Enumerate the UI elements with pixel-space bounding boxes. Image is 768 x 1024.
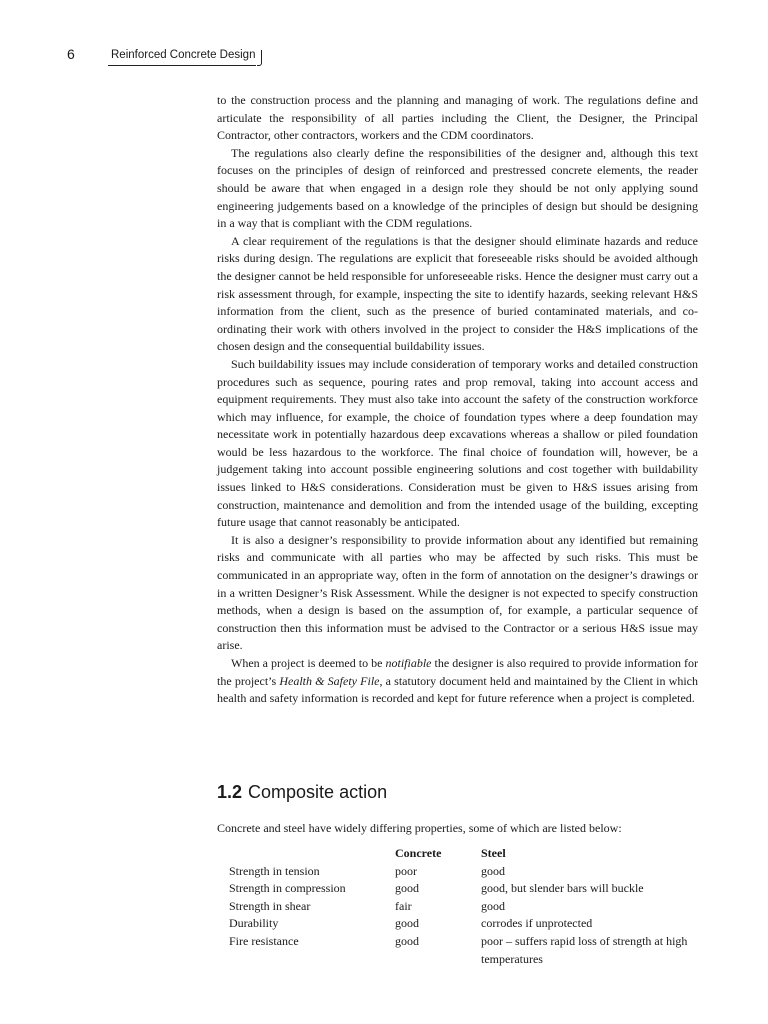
page-number: 6: [67, 46, 75, 62]
table-cell-property: Strength in shear: [229, 898, 311, 913]
section-title: Composite action: [248, 782, 388, 802]
properties-table: [229, 845, 701, 968]
table-row: [229, 863, 701, 881]
body-text: [217, 92, 698, 708]
table-cell-property: Durability: [229, 916, 279, 931]
table-row: [229, 880, 701, 898]
table-cell-concrete: good: [395, 933, 419, 948]
page-header: [0, 46, 768, 72]
section-heading: [217, 782, 387, 803]
table-row: [229, 915, 701, 933]
table-cell-property: Fire resistance: [229, 933, 299, 948]
section-number: 1.2: [217, 782, 243, 802]
table-header-property: [229, 845, 395, 863]
table-cell-property: Strength in compression: [229, 881, 346, 896]
paragraph: The regulations also clearly define the responsibilities of the designer and, although this text focuses on the principles of design of reinforced and prestressed concrete elements, the reader should be aware that when engaged in a design role they should be not only applying sound engineering judgements based on a knowledge of the principles of design but should be designing in a way that is compliant with the CDM regulations.: [217, 145, 698, 231]
table-cell-concrete: fair: [395, 898, 412, 913]
header-rule-hook: [257, 50, 262, 66]
section-intro: Concrete and steel have widely differing properties, some of which are listed below:: [217, 821, 622, 835]
notifiable-term: notifiable: [385, 656, 432, 670]
paragraph-notifiable: When a project is deemed to be notifiable the designer is also required to provide information for the project’s Health & Safety File, a statutory document held and maintained by the Client in which health and safety information is recorded and kept for future reference when a project is completed.: [217, 656, 699, 706]
table-cell-steel: good: [481, 863, 505, 878]
paragraph: Such buildability issues may include consideration of temporary works and detailed construction procedures such as sequence, pouring rates and prop removal, taking into account access and equipment requirements. They must also take into account the safety of the construction workforce which may influence, for example, the choice of foundation types where a deep foundation may necessitate work in potentially hazardous deep excavations whereas a shallow or piled foundation would be less hazardous to the workforce. The final choice of foundation will, however, be a judgement taking into account possible engineering solutions and cost together with buildability issues linked to H&S considerations. Consideration must be given to H&S issues arising from construction, maintenance and demolition and from the intended usage of the building, excepting future usage that cannot reasonably be anticipated.: [217, 356, 698, 530]
paragraph: to the construction process and the planning and managing of work. The regulations define and articulate the responsibility of all parties including the Client, the Designer, the Principal Contractor, other contractors, workers and the CDM coordinators.: [217, 93, 698, 143]
paragraph: A clear requirement of the regulations is that the designer should eliminate hazards and reduce risks during design. The regulations are explicit that foreseeable risks should be avoided although the designer cannot be held responsible for unforeseeable risks. Hence the designer must carry out a risk assessment through, for example, inspecting the site to identify hazards, seeking relevant H&S information from the client, such as the presence of buried contaminated materials, and co-ordinating their work with others involved in the project to consider the H&S implications of the chosen design and the consequential buildability issues.: [217, 233, 698, 354]
running-title: Reinforced Concrete Design: [111, 49, 256, 61]
table-header-row: [229, 845, 701, 863]
table-cell-property: Strength in tension: [229, 863, 320, 878]
health-safety-file-term: Health & Safety File: [279, 673, 380, 688]
table-header-steel: Steel: [481, 846, 506, 860]
table-cell-steel: poor – suffers rapid loss of strength at high temperatures: [481, 933, 688, 966]
header-rule: [108, 65, 256, 66]
table-cell-steel: good, but slender bars will buckle: [481, 881, 644, 896]
table-cell-steel: corrodes if unprotected: [481, 916, 593, 931]
table-row: [229, 898, 701, 916]
paragraph: It is also a designer’s responsibility to provide information about any identified but remaining risks and communicate with all parties who may be affected by such risks. This must be communicated in an appropriate way, often in the form of annotation on the designer’s drawings or in a written Designer’s Risk Assessment. While the designer is not expected to specify construction methods, when a design is based on the assumption of, for example, a particular sequence of construction then this information must be advised to the Contractor or a serious H&S issue may arise.: [217, 532, 698, 653]
table-cell-steel: good: [481, 898, 505, 913]
table-row: [229, 933, 701, 968]
table-cell-concrete: good: [395, 881, 419, 896]
table-header-concrete: Concrete: [395, 846, 442, 860]
table-cell-concrete: poor: [395, 863, 417, 878]
table-cell-concrete: good: [395, 916, 419, 931]
